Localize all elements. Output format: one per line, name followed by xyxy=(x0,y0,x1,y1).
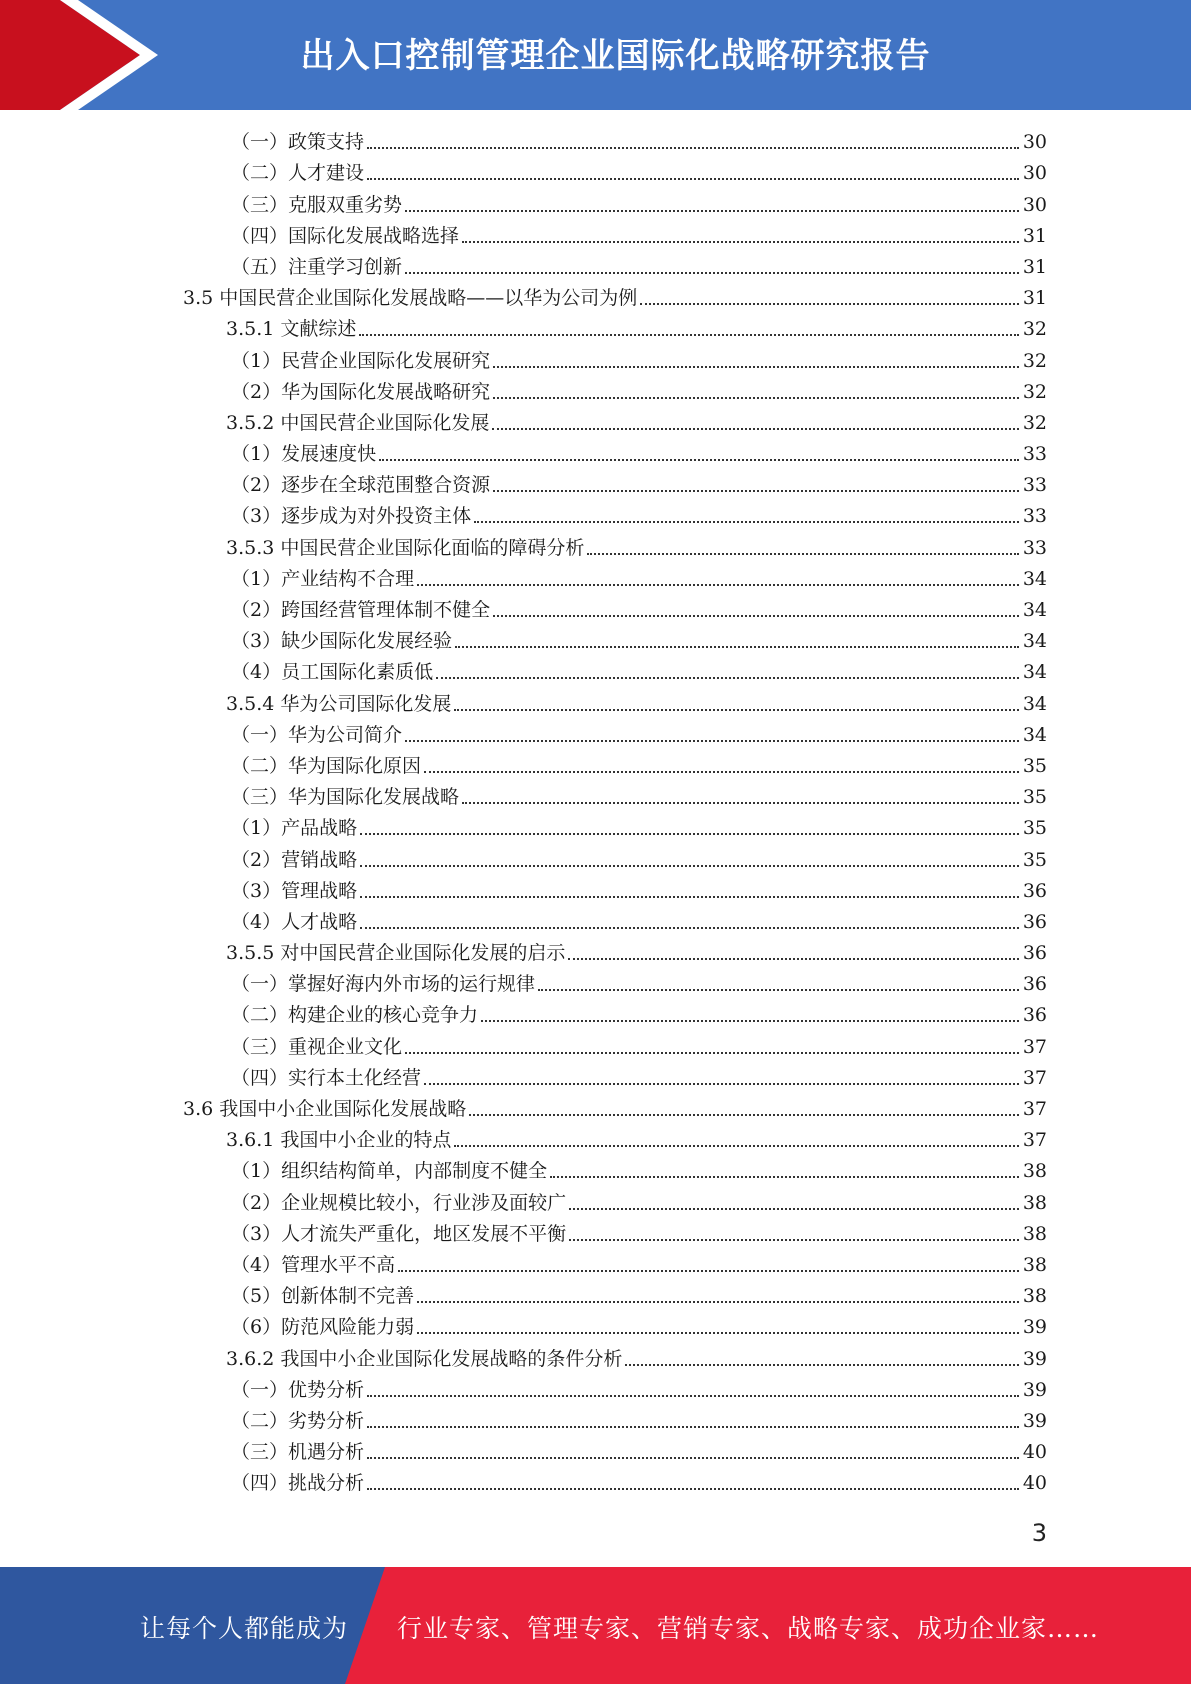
toc-leader-dots xyxy=(493,366,1019,368)
toc-entry-page: 33 xyxy=(1022,474,1047,497)
toc-entry[interactable] xyxy=(0,751,1191,782)
toc-leader-dots xyxy=(436,677,1019,679)
toc-entry-page: 33 xyxy=(1022,443,1047,466)
toc-entry-label: 3.5.4 华为公司国际化发展 xyxy=(226,692,452,715)
toc-entry-label: （5）创新体制不完善 xyxy=(231,1285,415,1308)
toc-entry-page: 33 xyxy=(1022,505,1047,528)
toc-entry-label: （3）管理战略 xyxy=(231,879,358,902)
toc-entry-label: （4）管理水平不高 xyxy=(231,1253,396,1276)
toc-entry-page: 30 xyxy=(1022,131,1047,154)
toc-leader-dots xyxy=(360,865,1019,867)
toc-leader-dots xyxy=(398,1270,1019,1272)
toc-entry[interactable] xyxy=(0,1437,1191,1468)
toc-leader-dots xyxy=(360,896,1019,898)
toc-leader-dots xyxy=(417,1301,1019,1303)
toc-entry[interactable] xyxy=(0,1063,1191,1094)
toc-leader-dots xyxy=(360,833,1019,835)
toc-entry-page: 38 xyxy=(1022,1285,1047,1308)
toc-entry-page: 32 xyxy=(1022,349,1047,372)
toc-entry-label: （一）优势分析 xyxy=(231,1378,365,1401)
toc-entry[interactable] xyxy=(0,1312,1191,1343)
toc-entry[interactable] xyxy=(0,657,1191,688)
toc-entry-page: 36 xyxy=(1022,1004,1047,1027)
toc-entry-page: 30 xyxy=(1022,193,1047,216)
toc-entry[interactable] xyxy=(0,283,1191,314)
toc-entry[interactable] xyxy=(0,1406,1191,1437)
toc-entry-label: 3.5.1 文献综述 xyxy=(226,318,357,341)
toc-entry[interactable] xyxy=(0,969,1191,1000)
toc-entry-label: 3.5.5 对中国民营企业国际化发展的启示 xyxy=(226,942,566,965)
toc-entry-label: （二）华为国际化原因 xyxy=(231,754,422,777)
toc-entry-label: 3.5.2 中国民营企业国际化发展 xyxy=(226,411,490,434)
toc-entry-label: （四）挑战分析 xyxy=(231,1472,365,1495)
toc-entry-label: 3.5 中国民营企业国际化发展战略——以华为公司为例 xyxy=(183,287,638,310)
toc-leader-dots xyxy=(367,1457,1019,1459)
toc-entry-page: 38 xyxy=(1022,1253,1047,1276)
toc-leader-dots xyxy=(424,771,1019,773)
toc-leader-dots xyxy=(462,802,1019,804)
toc-entry-label: （一）政策支持 xyxy=(231,131,365,154)
toc-leader-dots xyxy=(405,740,1019,742)
toc-leader-dots xyxy=(424,1083,1019,1085)
toc-entry-page: 31 xyxy=(1022,287,1047,310)
toc-entry-label: 3.5.3 中国民营企业国际化面临的障碍分析 xyxy=(226,536,585,559)
toc-entry-page: 37 xyxy=(1022,1035,1047,1058)
page-header xyxy=(0,0,1191,110)
toc-entry-page: 34 xyxy=(1022,599,1047,621)
toc-entry[interactable] xyxy=(0,470,1191,501)
toc-entry-label: （1）产业结构不合理 xyxy=(231,567,415,590)
toc-entry[interactable] xyxy=(0,1343,1191,1374)
toc-entry[interactable] xyxy=(0,1094,1191,1125)
toc-leader-dots xyxy=(481,1020,1019,1022)
toc-entry-label: （一）华为公司简介 xyxy=(231,723,403,746)
toc-entry[interactable] xyxy=(0,1468,1191,1499)
toc-entry-page: 34 xyxy=(1022,661,1047,684)
toc-entry[interactable] xyxy=(0,127,1191,158)
toc-leader-dots xyxy=(493,397,1019,399)
page-number: 3 xyxy=(1031,1519,1047,1547)
toc-entry-label: （4）员工国际化素质低 xyxy=(231,661,434,684)
toc-leader-dots xyxy=(569,1239,1019,1241)
toc-entry[interactable] xyxy=(0,345,1191,376)
toc-entry-page: 36 xyxy=(1022,879,1047,902)
toc-entry-page: 37 xyxy=(1022,1129,1047,1152)
toc-leader-dots xyxy=(462,241,1019,243)
toc-entry-page: 31 xyxy=(1022,255,1047,278)
toc-entry-label: （1）民营企业国际化发展研究 xyxy=(231,349,491,372)
toc-entry[interactable] xyxy=(0,1187,1191,1218)
toc-leader-dots xyxy=(493,615,1019,617)
toc-entry[interactable] xyxy=(0,314,1191,345)
toc-entry[interactable] xyxy=(0,501,1191,532)
toc-entry-label: （二）构建企业的核心竞争力 xyxy=(231,1004,479,1027)
toc-entry[interactable] xyxy=(0,1219,1191,1250)
toc-entry[interactable] xyxy=(0,938,1191,969)
toc-entry-label: （四）国际化发展战略选择 xyxy=(231,224,460,247)
toc-entry[interactable] xyxy=(0,876,1191,907)
toc-entry-page: 39 xyxy=(1022,1347,1047,1370)
report-title: 出入口控制管理企业国际化战略研究报告 xyxy=(300,36,931,76)
toc-entry-page: 31 xyxy=(1022,224,1047,247)
toc-entry-page: 37 xyxy=(1022,1098,1047,1120)
toc-entry-page: 37 xyxy=(1022,1066,1047,1089)
toc-entry[interactable] xyxy=(0,782,1191,813)
toc-entry[interactable] xyxy=(0,1125,1191,1156)
toc-leader-dots xyxy=(405,1052,1019,1054)
toc-entry-label: （4）人才战略 xyxy=(231,910,358,933)
toc-entry[interactable] xyxy=(0,408,1191,439)
toc-leader-dots xyxy=(417,1332,1019,1334)
toc-entry[interactable] xyxy=(0,813,1191,844)
toc-entry-page: 38 xyxy=(1022,1160,1047,1183)
toc-entry-page: 35 xyxy=(1022,786,1047,809)
toc-entry-label: 3.6 我国中小企业国际化发展战略 xyxy=(183,1098,467,1120)
toc-leader-dots xyxy=(405,210,1019,212)
toc-entry-label: （五）注重学习创新 xyxy=(231,255,403,278)
toc-leader-dots xyxy=(625,1364,1019,1366)
toc-leader-dots xyxy=(469,1114,1019,1116)
toc-entry-label: （1）发展速度快 xyxy=(231,443,377,466)
toc-entry-label: （2）营销战略 xyxy=(231,848,358,871)
toc-entry-label: （3）人才流失严重化，地区发展不平衡 xyxy=(231,1222,567,1245)
toc-entry-label: （一）掌握好海内外市场的运行规律 xyxy=(231,973,536,996)
toc-entry-label: （2）跨国经营管理体制不健全 xyxy=(231,599,491,621)
toc-entry-page: 38 xyxy=(1022,1191,1047,1214)
toc-entry[interactable] xyxy=(0,688,1191,719)
toc-entry-label: （三）克服双重劣势 xyxy=(231,193,403,216)
toc-leader-dots xyxy=(493,490,1019,492)
toc-leader-dots xyxy=(550,1176,1019,1178)
toc-entry-page: 36 xyxy=(1022,942,1047,965)
toc-entry-label: （3）缺少国际化发展经验 xyxy=(231,630,453,653)
toc-entry[interactable] xyxy=(0,189,1191,220)
toc-entry-label: （1）产品战略 xyxy=(231,817,358,840)
toc-entry[interactable] xyxy=(0,1250,1191,1281)
toc-entry-label: （三）机遇分析 xyxy=(231,1441,365,1464)
toc-entry-page: 34 xyxy=(1022,723,1047,746)
toc-entry[interactable] xyxy=(0,1156,1191,1187)
toc-entry[interactable] xyxy=(0,532,1191,563)
toc-entry[interactable] xyxy=(0,626,1191,657)
toc-leader-dots xyxy=(379,459,1019,461)
toc-entry-page: 35 xyxy=(1022,817,1047,840)
toc-entry-label: （2）逐步在全球范围整合资源 xyxy=(231,474,491,497)
toc-entry-page: 39 xyxy=(1022,1409,1047,1432)
footer-tagline: 行业专家、管理专家、营销专家、战略专家、成功企业家…… xyxy=(397,1614,1100,1643)
toc-entry[interactable] xyxy=(0,252,1191,283)
toc-leader-dots xyxy=(568,958,1019,960)
toc-leader-dots xyxy=(359,334,1019,336)
toc-leader-dots xyxy=(587,553,1019,555)
toc-entry-page: 34 xyxy=(1022,567,1047,590)
toc-entry-page: 32 xyxy=(1022,411,1047,434)
toc-entry[interactable] xyxy=(0,720,1191,751)
toc-leader-dots xyxy=(367,178,1019,180)
toc-entry-label: （6）防范风险能力弱 xyxy=(231,1316,415,1339)
footer-slogan: 让每个人都能成为 xyxy=(140,1614,349,1643)
toc-entry-page: 34 xyxy=(1022,692,1047,715)
toc-entry-page: 39 xyxy=(1022,1378,1047,1401)
toc-entry-page: 35 xyxy=(1022,848,1047,871)
toc-leader-dots xyxy=(492,428,1019,430)
toc-entry-page: 36 xyxy=(1022,910,1047,933)
toc-entry-label: （二）劣势分析 xyxy=(231,1409,365,1432)
toc-entry-label: （三）重视企业文化 xyxy=(231,1035,403,1058)
toc-entry[interactable] xyxy=(0,1000,1191,1031)
toc-entry[interactable] xyxy=(0,377,1191,408)
toc-entry-page: 40 xyxy=(1022,1441,1047,1464)
toc-leader-dots xyxy=(417,584,1019,586)
toc-entry[interactable] xyxy=(0,564,1191,595)
toc-leader-dots xyxy=(569,1208,1019,1210)
toc-leader-dots xyxy=(454,1145,1019,1147)
toc-leader-dots xyxy=(367,1488,1019,1490)
toc-entry-label: 3.6.1 我国中小企业的特点 xyxy=(226,1129,452,1152)
toc-entry-page: 32 xyxy=(1022,380,1047,403)
toc-entry-label: （3）逐步成为对外投资主体 xyxy=(231,505,472,528)
toc-leader-dots xyxy=(367,147,1019,149)
toc-leader-dots xyxy=(367,1426,1019,1428)
toc-entry-page: 38 xyxy=(1022,1222,1047,1245)
toc-entry[interactable] xyxy=(0,1375,1191,1406)
toc-leader-dots xyxy=(474,521,1019,523)
toc-entry-page: 33 xyxy=(1022,536,1047,559)
toc-leader-dots xyxy=(538,989,1019,991)
toc-entry-label: （1）组织结构简单，内部制度不健全 xyxy=(231,1160,548,1183)
toc-entry[interactable] xyxy=(0,844,1191,875)
toc-entry-label: （三）华为国际化发展战略 xyxy=(231,786,460,809)
toc-entry[interactable] xyxy=(0,158,1191,189)
toc-entry[interactable] xyxy=(0,907,1191,938)
toc-entry-label: （2）企业规模比较小，行业涉及面较广 xyxy=(231,1191,567,1214)
toc-entry[interactable] xyxy=(0,221,1191,252)
toc-leader-dots xyxy=(367,1395,1019,1397)
toc-entry-label: （四）实行本土化经营 xyxy=(231,1066,422,1089)
toc-leader-dots xyxy=(640,303,1019,305)
toc-entry-page: 30 xyxy=(1022,162,1047,185)
toc-entry-label: （二）人才建设 xyxy=(231,162,365,185)
toc-entry[interactable] xyxy=(0,1031,1191,1062)
toc-leader-dots xyxy=(360,927,1019,929)
table-of-contents xyxy=(0,127,1191,1499)
toc-entry-label: （2）华为国际化发展战略研究 xyxy=(231,380,491,403)
toc-entry-label: 3.6.2 我国中小企业国际化发展战略的条件分析 xyxy=(226,1347,623,1370)
toc-entry-page: 39 xyxy=(1022,1316,1047,1339)
toc-entry-page: 36 xyxy=(1022,973,1047,996)
toc-leader-dots xyxy=(405,272,1019,274)
toc-entry-page: 35 xyxy=(1022,754,1047,777)
toc-entry-page: 32 xyxy=(1022,318,1047,341)
toc-entry[interactable] xyxy=(0,439,1191,470)
toc-entry[interactable] xyxy=(0,595,1191,626)
page-footer xyxy=(0,1567,1191,1684)
toc-entry-page: 34 xyxy=(1022,630,1047,653)
toc-leader-dots xyxy=(454,709,1019,711)
toc-leader-dots xyxy=(455,646,1019,648)
toc-entry[interactable] xyxy=(0,1281,1191,1312)
toc-entry-page: 40 xyxy=(1022,1472,1047,1495)
